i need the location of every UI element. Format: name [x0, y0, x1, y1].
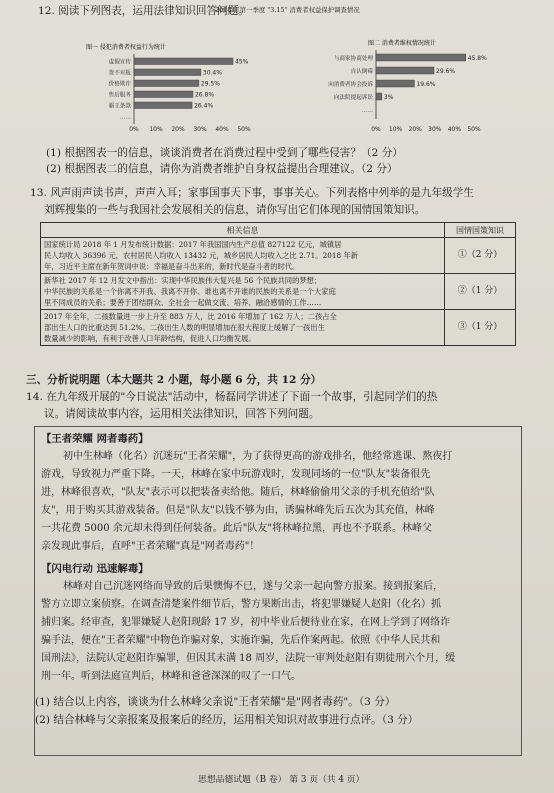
- chart-two-title: 图二 消费者维权情况统计: [368, 40, 436, 47]
- story-paragraph-line: 一共花费 5000 余元却未得到任何装备。此后"队友"将林峰拉黑，再也不予联系。林峰父: [41, 523, 433, 534]
- chart-bar: [134, 80, 199, 87]
- chart-value-label: 45.8%: [467, 55, 487, 62]
- row-info: [41, 238, 445, 274]
- chart-tick-label: 20%: [408, 126, 422, 133]
- chart-category-label: 售后服务: [108, 92, 131, 99]
- info-table: [40, 222, 516, 346]
- answer-blank-1[interactable]: ①（2 分）: [445, 238, 516, 274]
- story-paragraph-line: 林峰对自己沉迷网络而导致的后果懊悔不已，遂与父亲一起向警方报案。接到报案后，: [63, 581, 443, 592]
- story-paragraph-line: 游戏，导致视力严重下降。一天，林峰在家中玩游戏时，发现同场的一位"队友"装备很先: [41, 469, 431, 480]
- chart-value-label: 19.6%: [416, 81, 436, 88]
- q12-subquestion-2: (2) 根据图表二的信息，请你为消费者维护自身权益提出合理建议。（2 分）: [46, 163, 398, 175]
- chart-tick-label: 40%: [215, 126, 229, 133]
- answer-blank-2[interactable]: ②（1 分）: [445, 274, 516, 310]
- chart-category-label: 货不对板: [108, 70, 131, 77]
- chart-bar: [134, 91, 193, 98]
- q12-subquestion-1: (1) 根据图表一的信息，谈谈消费者在消费过程中受到了哪些侵害？（2 分）: [46, 147, 403, 159]
- chart-tick-label: 10%: [149, 126, 163, 133]
- chart-bar: [376, 80, 414, 87]
- col-header-info: 相关信息: [41, 223, 445, 238]
- chart-two: [300, 34, 490, 134]
- q14-subquestion-1: (1) 结合以上内容，谈谈为什么林峰父亲说"王者荣耀"是"网者毒药"。（3 分）: [35, 696, 396, 708]
- chart-tick-label: 40%: [447, 126, 462, 133]
- story-paragraph-line: 初中生林峰（化名）沉迷玩"王者荣耀"，为了获得更高的游戏排名，他经常逃课、熬夜打: [63, 451, 453, 462]
- story-paragraph-line: 友"，用于购买其游戏装备。但是"队友"以钱不够为由，诱骗林峰先后五次为其充值，林峰: [41, 505, 435, 516]
- chart-tick-label: 50%: [237, 126, 251, 133]
- chart-one-title: 图一 侵犯消费者权益行为统计: [86, 44, 166, 51]
- chart-category-label: 虚假宣传: [108, 59, 131, 66]
- answer-blank-3[interactable]: ③（1 分）: [445, 310, 516, 346]
- row-info: [41, 274, 445, 310]
- q12-main-title: 2018 年第一季度 "3.15" 消费者权益保护调查情况: [215, 6, 360, 14]
- row-info-line: 数量减少的影响，有利于改善人口年龄结构，促进人口均衡发展。: [44, 334, 256, 343]
- chart-category-label: 霸王条款: [108, 103, 131, 110]
- q13-stem-line-2: 刘辉搜集的一些与我国社会发展相关的信息，请你写出它们体现的国情国策知识。: [44, 204, 426, 216]
- chart-value-label: 26.4%: [194, 102, 214, 110]
- page-footer: 思想品德试题（B 卷） 第 3 页（共 4 页）: [198, 775, 365, 785]
- chart-bar: [134, 69, 201, 76]
- chart-one: [76, 34, 252, 134]
- chart-category-label: 自认倒霉: [350, 69, 373, 75]
- info-table-header: [41, 223, 516, 238]
- chart-tick-label: 0%: [371, 126, 381, 133]
- row-info: [41, 310, 445, 346]
- chart-value-label: 29.5%: [200, 80, 220, 88]
- story-heading-1: 【王者荣耀 网者毒药】: [41, 433, 149, 445]
- chart-bar: [376, 93, 382, 100]
- story-box: [34, 426, 522, 756]
- q14-subquestion-2: (2) 结合林峰与父亲报案及报案后的经历，运用相关知识对故事进行点评。（3 分）: [35, 714, 419, 726]
- chart-value-label: 3%: [383, 94, 394, 101]
- chart-category-label: 与商家协商处理: [333, 56, 373, 62]
- chart-value-label: 30.4%: [202, 69, 222, 77]
- chart-bar: [134, 102, 192, 109]
- story-paragraph-line: 骗手法，便在"王者荣耀"中物色诈骗对象，实施诈骗，先后作案两起。依照《中华人民共和: [41, 635, 441, 646]
- chart-tick-label: 10%: [388, 126, 403, 133]
- chart-tick-label: 0%: [129, 126, 139, 133]
- chart-value-label: 29.6%: [436, 68, 456, 75]
- row-info-line: 里不同成员的关系；要善于团结群众、全社会一起做交流、培养、融洽感情的工作……: [44, 298, 322, 307]
- q14-stem-line-1: 14. 在九年级开展的"今日说法"活动中，杨磊同学讲述了下面一个故事，引起同学们的热: [26, 391, 438, 403]
- chart-tick-label: 20%: [171, 126, 185, 133]
- chart-tick-label: 30%: [428, 126, 442, 133]
- story-paragraph-line: 刑一年。听到法庭宣判后，林峰和爸爸深深的叹了一口气。: [41, 671, 301, 682]
- table-row: [41, 274, 516, 310]
- story-paragraph-line: 亲发现此事后，直呼"王者荣耀"真是"网者毒药"！: [41, 541, 260, 552]
- section-three-heading: 三、分析说明题（本大题共 2 小题，每小题 6 分，共 12 分）: [26, 374, 322, 386]
- row-info-line: 民人均收入 36396 元，农村居民人均收入 13432 元，城乡居民人均收入之比 2.71。2018 年新: [44, 251, 359, 260]
- table-row: [41, 310, 516, 346]
- q12-stem: 12. 阅读下列图表，运用法律知识回答问题。: [38, 5, 249, 17]
- story-paragraph-line: 国刑法》，法院认定赵阳诈骗罪，但因其未满 18 周岁，法院一审判处赵阳有期徒刑六个月，缓: [41, 653, 456, 664]
- story-paragraph-line: 捕归案。经审查，犯罪嫌疑人赵阳现龄 17 岁，初中毕业后便待业在家，在网上学到了网络诈: [41, 617, 451, 628]
- q14-stem-line-2: 议。请阅读故事内容，运用相关法律知识，回答下列问题。: [44, 408, 320, 420]
- q13-stem-line-1: 13. 风声雨声读书声，声声入耳；家事国事天下事，事事关心。下列表格中列举的是九年级学生: [30, 187, 474, 199]
- row-info-line: 2017 年全年，二孩数量进一步上升至 883 万人，比 2016 年增加了 162 万人；二孩占全: [44, 312, 337, 321]
- chart-category-label: ……: [361, 108, 373, 114]
- chart-value-label: 26.8%: [194, 91, 215, 99]
- story-paragraph-line: 进，林峰很喜欢，"队友"表示可以把装备卖给他。随后，林峰偷偷用父亲的手机充值给"队: [41, 487, 435, 498]
- chart-tick-label: 30%: [193, 126, 207, 133]
- table-row: [41, 238, 516, 274]
- chart-bar: [376, 54, 466, 61]
- story-paragraph-line: 警方立即立案侦察。在调查清楚案件细节后，警方果断出击，将犯罪嫌疑人赵阳（化名）抓: [41, 599, 441, 610]
- row-info-line: 新华社 2017 年 12 月发文中指出：实现中华民族伟大复兴是 56 个民族共同的梦想；: [44, 276, 322, 285]
- row-info-line: 部出生人口的比重达到 51.2%。二孩出生人数的明显增加在很大程度上缓解了一孩出生: [44, 323, 325, 332]
- row-info-line: 国家统计局 2018 年 1 月发布统计数据：2017 年我国国内生产总值 827122 亿元，城镇居: [44, 240, 342, 249]
- row-info-line: 中华民族的关系是一个你离不开我、我离不开你、谁也离不开谁的民族的关系是一个大家庭: [44, 287, 336, 296]
- chart-category-label: 向法院提起诉讼: [333, 95, 373, 101]
- story-heading-2: 【闪电行动 迅速解毒】: [41, 563, 149, 575]
- col-header-answer: 国情国策知识: [445, 223, 516, 238]
- chart-category-label: ……: [119, 114, 131, 121]
- row-info-line: 年，习近平主席在新年贺词中说：幸福是奋斗出来的，新时代是奋斗者的时代。: [44, 262, 300, 271]
- chart-category-label: 价格欺诈: [108, 81, 131, 88]
- chart-bar: [376, 67, 434, 74]
- chart-bar: [134, 58, 233, 65]
- chart-value-label: 45%: [235, 58, 249, 66]
- chart-tick-label: 50%: [467, 126, 481, 133]
- chart-category-label: 向消费者协会投诉: [328, 82, 373, 88]
